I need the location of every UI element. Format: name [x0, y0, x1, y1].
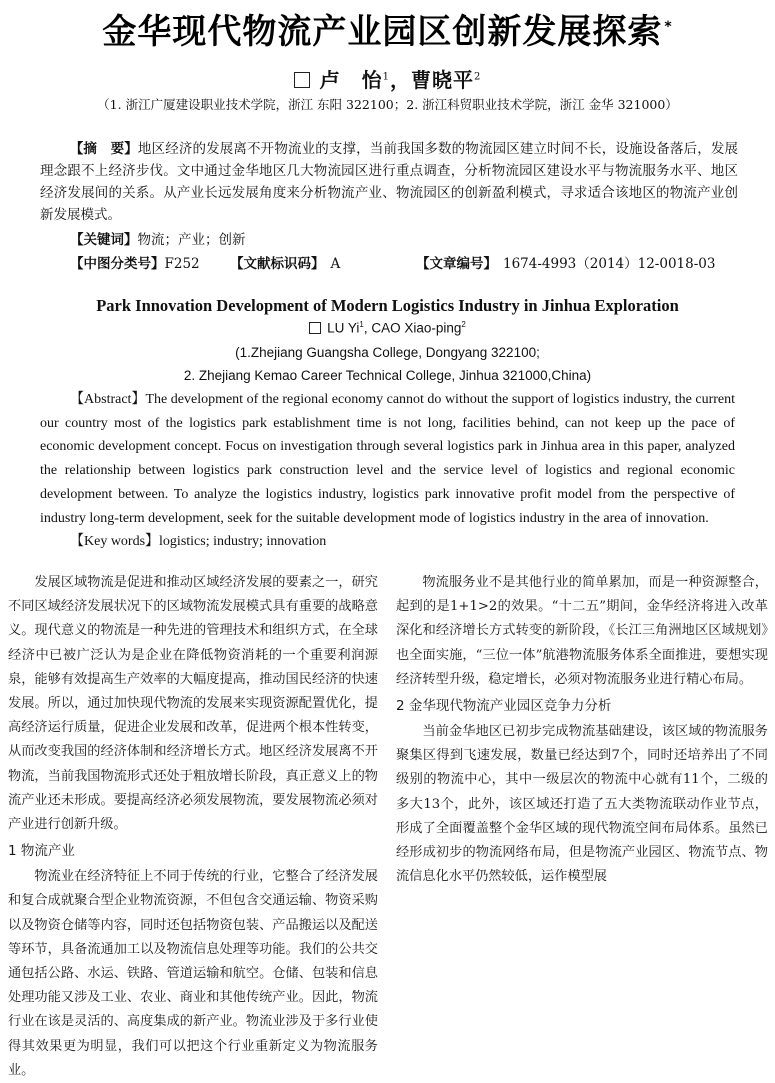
author-2: 曹晓平 — [411, 68, 474, 92]
section-2-heading: 2 金华现代物流产业园区竞争力分析 — [396, 698, 612, 715]
authors-cn: 卢 怡$^1$，曹晓平$^2$ — [0, 64, 775, 93]
keywords-cn: 【关键词】物流；产业；创新 — [70, 232, 246, 248]
author-1: 卢 怡 — [319, 68, 383, 92]
section-1-heading: 1 物流产业 — [8, 843, 75, 860]
abstract-en: 【Abstract】The development of the regional economy cannot do without the support of logistics industry, the current our country most of the logistics park establishment time is not long, facilities behind, can not keep up the pace of economic development concept. Focus on investigation through several logistics park in Jinhua area in this paper, analyzed the relationship between logistics park construction level and the service level of logistics and regional economic development between. To analyze the logistics industry, logistics park innovative profit model from the perspective of industry long-term development, seek for the suitable development mode of logistics industry in the area of innovation. 【Key words】logistics; industry; innovation — [40, 392, 735, 550]
abstract-cn: 【摘 要】地区经济的发展离不开物流业的支撑，当前我国多数的物流园区建立时间不长，设施设备落后，发展理念跟不上经济步伐。文中通过金华地区几大物流园区进行重点调查，分析物流园区建设水平与物流服务水平、地区经济发展间的关系。从产业长远发展角度来分析物流产业、物流园区的创新盈利模式，寻求适合该地区的物流产业创新发展模式。 — [40, 141, 739, 223]
affiliation-en-2: 2. Zhejiang Kemao Career Technical College, Jinhua 321000,China) — [183, 368, 592, 383]
section-1-paragraph-1: 物流业在经济特征上不同于传统的行业，它整合了经济发展和复合成就聚合型企业物流资源，不但包含交通运输、物资采购以及物资仓储等内容，同时还包括物资包装、产品搬运以及配送等环节，具备流通加工以及物流信息处理等功能。我们的公共交通包括公路、水运、铁路、管道运输和航空。仓储、包装和信息处理功能又涉及工业、农业、商业和其他传统产业。因此，物流行业在该是灵活的、高度集成的新产业。物流业涉及于多行业使得其效果更为明显，我们可以把这个行业重新定义为物流服务业。 — [8, 869, 378, 1078]
authors-en: LU Yi$^1$, CAO Xiao-ping$^2$ — [0, 320, 775, 336]
title-footnote-mark: * — [664, 18, 673, 35]
section-1-paragraph-2: 物流服务业不是其他行业的简单累加，而是一种资源整合，起到的是1+1>2的效果。“十二五”期间，金华经济将进入改革深化和经济增长方式转变的新阶段，《长江三角洲地区区域规划》也全面实施，“三位一体”航港物流服务体系全面推进，要想实现经济转型升级，稳定增长，必须对物流服务业进行精心布局。 — [396, 575, 768, 687]
square-icon — [309, 322, 321, 334]
affiliations-cn: （1. 浙江广厦建设职业技术学院，浙江 东阳 322100；2. 浙江科贸职业技术学院，浙江 金华 321000） — [97, 97, 678, 112]
section-2-paragraph-1: 当前金华地区已初步完成物流基础建设，该区域的物流服务聚集区得到飞速发展，数量已经达到7个，同时还培养出了不同级别的物流中心，其中一级层次的物流中心就有11个，二级的多大13个，此外，该区域还打造了五大类物流联动作业节点，形成了全面覆盖整个金华区域的现代物流空间布局体系。虽然已经形成初步的物流网络布局，但是物流产业园区、物流节点、物流信息化水平仍然较低，运作模型展 — [396, 724, 768, 885]
intro-paragraph: 发展区域物流是促进和推动区域经济发展的要素之一，研究不同区域经济发展状况下的区域物流发展模式具有重要的战略意义。现代意义的物流是一种先进的管理技术和组织方式，在全球经济中已被广泛认为是企业在降低物资消耗的一个重要利润源泉，能够有效提高生产效率的大幅度提高，推动国民经济的快速发展。所以，通过加快现代物流的发展来实现资源配置优化，提高经济运行质量，促进企业发展和改革，促进两个根本性转变，从而改变我国的经济体制和经济增长方式。地区经济发展离不开物流，当前我国物流形式还处于粗放增长阶段，真正意义上的物流产业还未形成。要提高经济必须发展物流，要发展物流必须对产业进行创新升级。 — [8, 575, 378, 833]
english-title: Park Innovation Development of Modern Logistics Industry in Jinhua Exploration — [96, 296, 679, 315]
page-title: 金华现代物流产业园区创新发展探索 * — [102, 12, 673, 52]
body-right-column — [396, 571, 768, 976]
affiliation-en-1: (1.Zhejiang Guangsha College, Dongyang 322100; — [235, 345, 540, 360]
square-icon — [294, 72, 310, 88]
body-left-column — [8, 571, 378, 1078]
